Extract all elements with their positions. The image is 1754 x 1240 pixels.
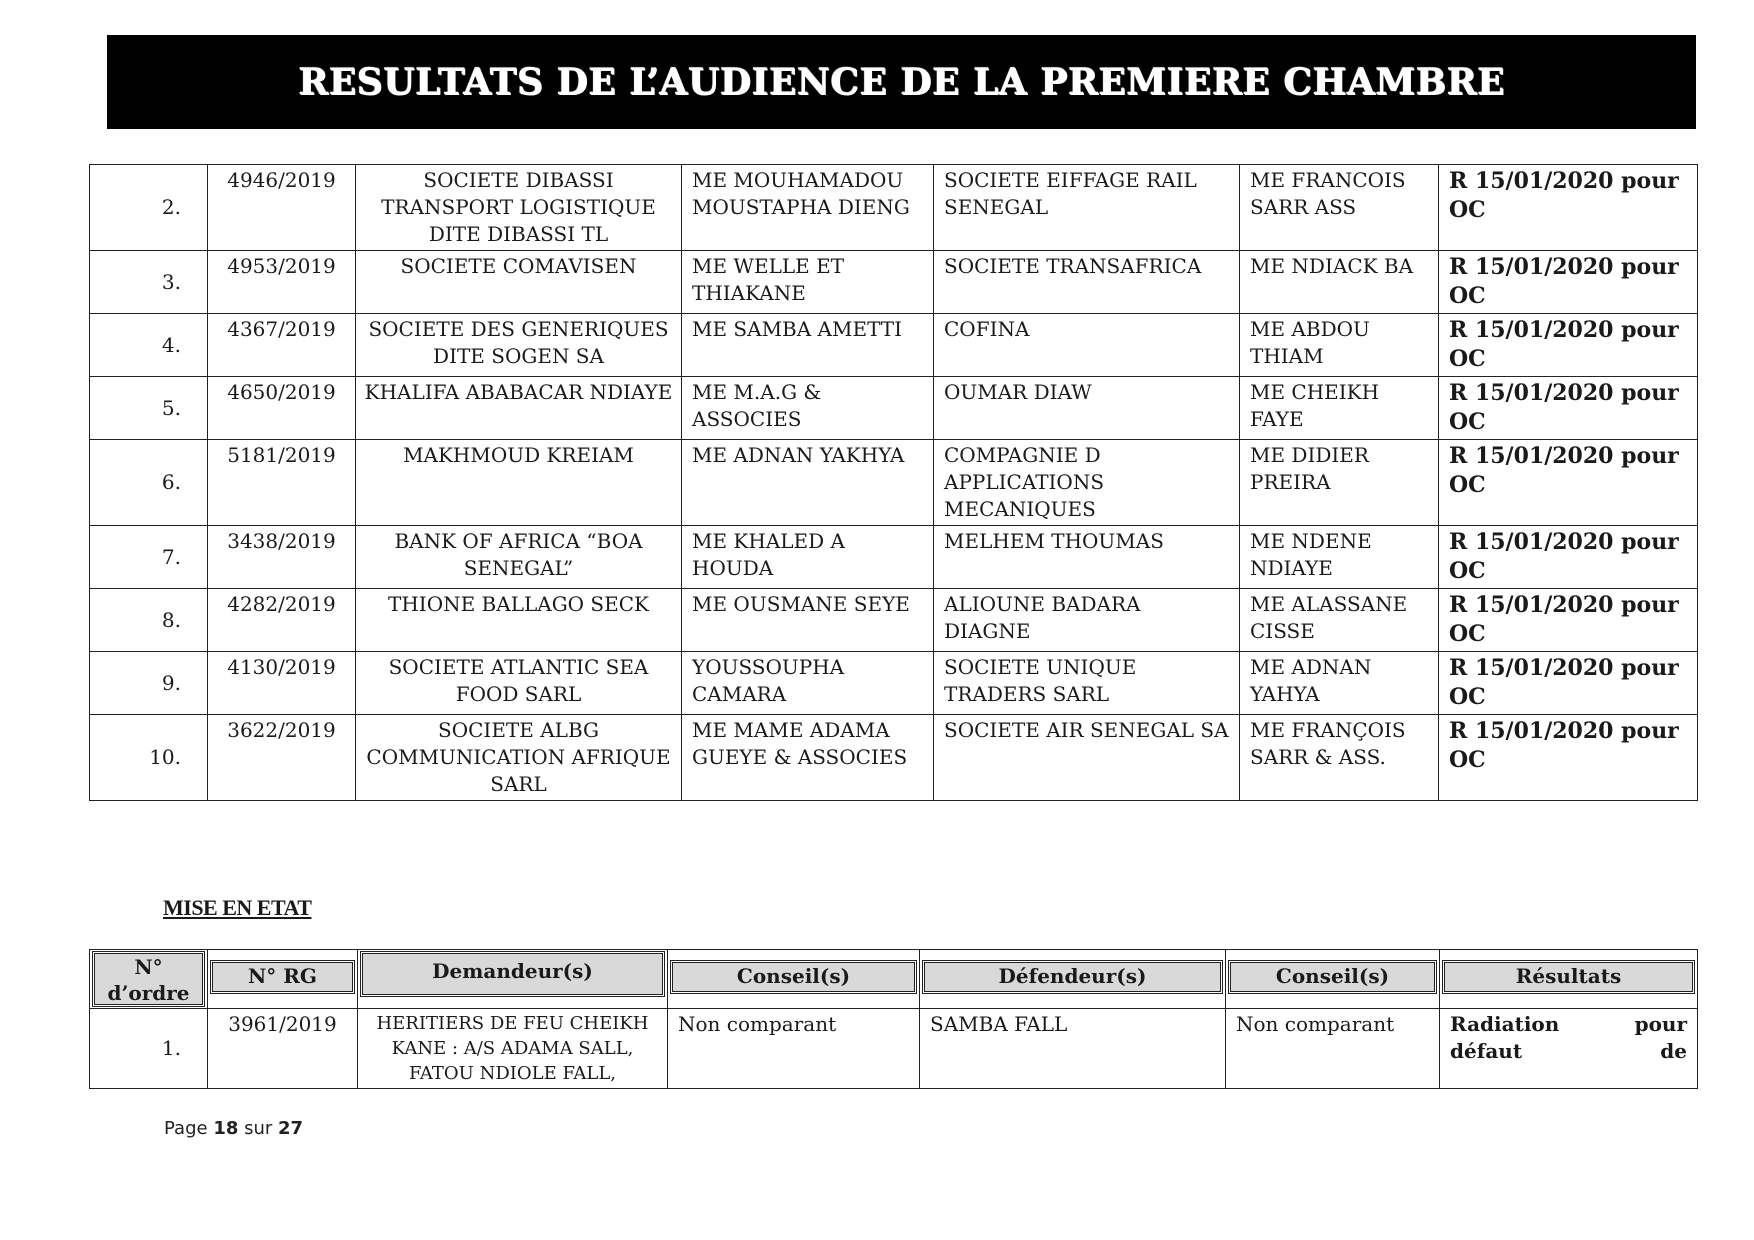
table-row: [90, 314, 1698, 377]
cell-defendeur: SOCIETE UNIQUE TRADERS SARL: [934, 652, 1240, 715]
cell-conseil-1: ME KHALED A HOUDA: [682, 526, 934, 589]
cell-num: 6.: [90, 440, 208, 526]
cell-defendeur: SAMBA FALL: [920, 1009, 1226, 1089]
cell-rg: 3438/2019: [208, 526, 356, 589]
table-row: [90, 589, 1698, 652]
cell-num: 8.: [90, 589, 208, 652]
footer-page-number: 18: [213, 1118, 239, 1139]
cell-defendeur: COFINA: [934, 314, 1240, 377]
cell-rg: 4650/2019: [208, 377, 356, 440]
cell-defendeur: MELHEM THOUMAS: [934, 526, 1240, 589]
cell-conseil-1: ME ADNAN YAKHYA: [682, 440, 934, 526]
header-defendeur: Défendeur(s): [924, 962, 1221, 992]
table-row: [90, 652, 1698, 715]
cell-conseil-1: YOUSSOUPHA CAMARA: [682, 652, 934, 715]
cell-conseil-2: ME FRANÇOIS SARR & ASS.: [1240, 715, 1439, 801]
cell-resultat: R 15/01/2020 pour OC: [1439, 652, 1698, 715]
cell-resultat: R 15/01/2020 pour OC: [1439, 589, 1698, 652]
cell-conseil-1: ME M.A.G & ASSOCIES: [682, 377, 934, 440]
cell-resultat: R 15/01/2020 pour OC: [1439, 251, 1698, 314]
cell-demandeur: SOCIETE DIBASSI TRANSPORT LOGISTIQUE DITE DIBASSI TL: [356, 165, 682, 251]
cell-num: 3.: [90, 251, 208, 314]
header-rg: N° RG: [212, 962, 353, 992]
cell-resultat: Radiation pour défaut de: [1440, 1009, 1698, 1089]
cell-num: 10.: [90, 715, 208, 801]
cell-demandeur: KHALIFA ABABACAR NDIAYE: [356, 377, 682, 440]
header-conseil-2: Conseil(s): [1230, 962, 1435, 992]
cell-demandeur: SOCIETE ATLANTIC SEA FOOD SARL: [356, 652, 682, 715]
header-num: N° d’ordre: [94, 953, 203, 1005]
cell-defendeur: SOCIETE TRANSAFRICA: [934, 251, 1240, 314]
cell-resultat: R 15/01/2020 pour OC: [1439, 526, 1698, 589]
cell-conseil-1: ME WELLE ET THIAKANE: [682, 251, 934, 314]
cell-conseil-2: ME ADNAN YAHYA: [1240, 652, 1439, 715]
cell-conseil-2: ME NDIACK BA: [1240, 251, 1439, 314]
table-row: [90, 251, 1698, 314]
cell-num: 7.: [90, 526, 208, 589]
cell-num: 5.: [90, 377, 208, 440]
cell-conseil-2: ME CHEIKH FAYE: [1240, 377, 1439, 440]
cell-conseil-2: ME NDENE NDIAYE: [1240, 526, 1439, 589]
cell-defendeur: SOCIETE AIR SENEGAL SA: [934, 715, 1240, 801]
cell-num: 4.: [90, 314, 208, 377]
cell-rg: 3622/2019: [208, 715, 356, 801]
table-row: [90, 1009, 1698, 1089]
header-demandeur: Demandeur(s): [362, 953, 663, 995]
cell-rg: 4953/2019: [208, 251, 356, 314]
cell-rg: 5181/2019: [208, 440, 356, 526]
table-row: [90, 526, 1698, 589]
cell-rg: 4367/2019: [208, 314, 356, 377]
cell-rg: 4282/2019: [208, 589, 356, 652]
title-banner: [107, 35, 1696, 129]
cell-demandeur: HERITIERS DE FEU CHEIKH KANE : A/S ADAMA SALL, FATOU NDIOLE FALL,: [358, 1009, 668, 1089]
cell-conseil-2: Non comparant: [1226, 1009, 1440, 1089]
cell-defendeur: OUMAR DIAW: [934, 377, 1240, 440]
cell-conseil-1: ME OUSMANE SEYE: [682, 589, 934, 652]
cell-resultat: R 15/01/2020 pour OC: [1439, 377, 1698, 440]
cell-demandeur: SOCIETE DES GENERIQUES DITE SOGEN SA: [356, 314, 682, 377]
cell-conseil-1: Non comparant: [668, 1009, 920, 1089]
cell-num: 9.: [90, 652, 208, 715]
cell-conseil-1: ME SAMBA AMETTI: [682, 314, 934, 377]
cell-resultat: R 15/01/2020 pour OC: [1439, 314, 1698, 377]
mise-en-etat-table: [89, 949, 1698, 1089]
cell-resultat: R 15/01/2020 pour OC: [1439, 715, 1698, 801]
table-row: [90, 440, 1698, 526]
page-footer: [164, 1118, 303, 1139]
cell-demandeur: SOCIETE ALBG COMMUNICATION AFRIQUE SARL: [356, 715, 682, 801]
header-conseil-1: Conseil(s): [672, 962, 915, 992]
cell-defendeur: COMPAGNIE D APPLICATIONS MECANIQUES: [934, 440, 1240, 526]
cell-demandeur: THIONE BALLAGO SECK: [356, 589, 682, 652]
cell-rg: 3961/2019: [208, 1009, 358, 1089]
cell-conseil-1: ME MAME ADAMA GUEYE & ASSOCIES: [682, 715, 934, 801]
footer-middle: sur: [244, 1118, 273, 1139]
header-row: [90, 950, 1698, 1009]
cell-conseil-2: ME FRANCOIS SARR ASS: [1240, 165, 1439, 251]
cell-num: 2.: [90, 165, 208, 251]
footer-page-total: 27: [278, 1118, 304, 1139]
table-row: [90, 165, 1698, 251]
cell-rg: 4946/2019: [208, 165, 356, 251]
cell-rg: 4130/2019: [208, 652, 356, 715]
cell-demandeur: MAKHMOUD KREIAM: [356, 440, 682, 526]
cell-conseil-2: ME ALASSANE CISSE: [1240, 589, 1439, 652]
table-row: [90, 377, 1698, 440]
section-title: MISE EN ETAT: [163, 895, 312, 920]
cell-defendeur: SOCIETE EIFFAGE RAIL SENEGAL: [934, 165, 1240, 251]
results-table: [89, 164, 1698, 801]
cell-conseil-2: ME DIDIER PREIRA: [1240, 440, 1439, 526]
page-title: RESULTATS DE L’AUDIENCE DE LA PREMIERE CHAMBRE: [298, 61, 1505, 103]
table-row: [90, 715, 1698, 801]
footer-prefix: Page: [164, 1118, 208, 1139]
cell-conseil-1: ME MOUHAMADOU MOUSTAPHA DIENG: [682, 165, 934, 251]
cell-demandeur: SOCIETE COMAVISEN: [356, 251, 682, 314]
cell-demandeur: BANK OF AFRICA “BOA SENEGAL”: [356, 526, 682, 589]
cell-defendeur: ALIOUNE BADARA DIAGNE: [934, 589, 1240, 652]
header-resultats: Résultats: [1444, 962, 1693, 992]
cell-resultat: R 15/01/2020 pour OC: [1439, 440, 1698, 526]
cell-conseil-2: ME ABDOU THIAM: [1240, 314, 1439, 377]
cell-resultat: R 15/01/2020 pour OC: [1439, 165, 1698, 251]
cell-num: 1.: [90, 1009, 208, 1089]
